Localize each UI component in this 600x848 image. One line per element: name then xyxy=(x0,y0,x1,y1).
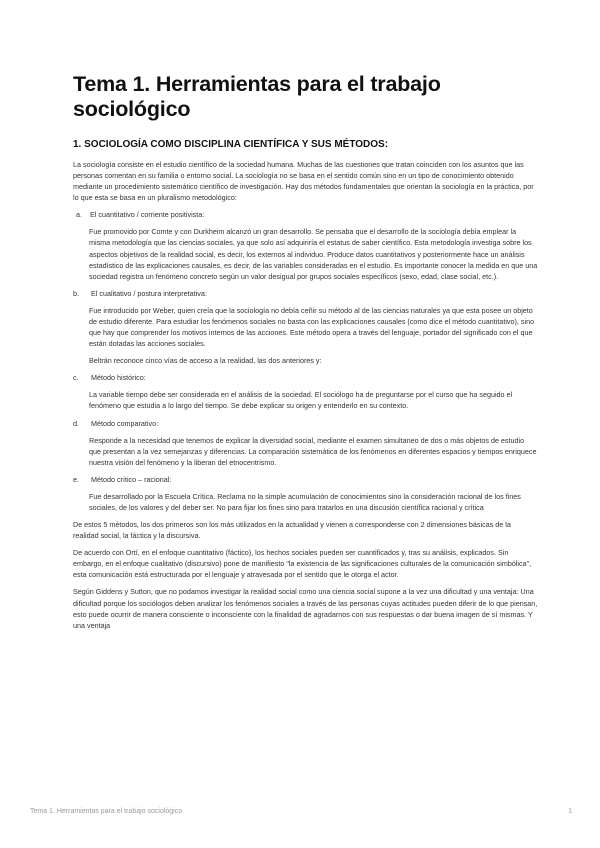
list-marker: d. xyxy=(73,418,79,428)
list-item-text: Responde a la necesidad que tenemos de explicar la diversidad social, mediante el examen simultaneo de dos o más objetos de estudio que presentan a la vez semejanzas y diferencias. La comparación sistemática de los fenómenos en diferentes espacios y tiempos enriquece nuestra visión del fenómeno y la liberan del etnocentrismo. xyxy=(89,435,537,467)
body-paragraph: De acuerdo con Ortí, en el enfoque cuantitativo (fáctico), los hechos sociales pueden ser cuantificados y, tras su análisis, explicados. Sin embargo, en el enfoque cualitativo (discursivo) pone de manifiesto "la existencia de las significaciones culturales de la comunicación simbólica", esta comunicación está estructurada por el lenguaje y atravesada por el sentido que le otorga el actor. xyxy=(73,548,532,580)
list-item-text: Fue promovido por Comte y con Durkheim alcanzó un gran desarrollo. Se pensaba que el desarrollo de la sociología debía emplear la misma metodología que las ciencias sociales, ya que solo así adquiriría el estatus de saber científico. Esta metodología investiga sobre los aspectos objetivos de la realidad social, es decir, los externos al individuo. Produce datos cuantitativos y posteriormente hace un análisis estadístico de las explicaciones causales, es decir, de las variables consideradas en el estudio. Es importante conocer la medida en que una sociedad registra un fenómeno concreto según un valor desigual por grupos sociales específicos (sexo, edad, clase social, etc.). xyxy=(89,227,538,281)
beltran-paragraph: Beltrán reconoce cinco vías de acceso a la realidad, las dos anteriores y: xyxy=(89,356,322,366)
body-paragraph: De estos 5 métodos, los dos primeros son los más utilizados en la actualidad y vienen a corresponderse con 2 dimensiones básicas de la realidad social, la fáctica y la discursiva. xyxy=(73,519,511,541)
list-item-label: Método comparativo: xyxy=(91,418,159,428)
list-item xyxy=(73,209,538,220)
page-title: Tema 1. Herramientas para el trabajo sociológico xyxy=(73,72,441,121)
list-item xyxy=(73,288,538,299)
section-heading: 1. SOCIOLOGÍA COMO DISCIPLINA CIENTÍFICA Y SUS MÉTODOS: xyxy=(73,139,389,150)
list-item xyxy=(73,418,538,429)
list-item-label: Método crítico – racional: xyxy=(91,474,172,484)
intro-paragraph: La sociología consiste en el estudio científico de la sociedad humana. Muchas de las cuestiones que tratan coinciden con los asuntos que las personas comentan en su familia o entorno social. La sociología no se basa en el sentido común sino en un tipo de conocimiento obtenido mediante un procedimiento sistemático científico de investigación. Hay dos métodos fundamentales que orientan la sociología en la práctica, por lo que esta se basa en un pluralismo metodológico: xyxy=(73,160,534,203)
list-item-label: El cuantitativo / corriente positivista: xyxy=(90,210,205,220)
list-item xyxy=(73,372,538,383)
list-item-text: La variable tiempo debe ser considerada en el análisis de la sociedad. El sociólogo ha de preguntarse por el curso que ha seguido el fenómeno que estudia a lo largo del tiempo. Se debe explicar su origen y entenderlo en su contexto. xyxy=(89,390,513,411)
list-item-text: Fue desarrollado por la Escuela Crítica. Reclama no la simple acumulación de conocimientos sino la consideración racional de los fines sociales, de los valores y del deber ser. No para fijar los fines sino para tratarlos en una discusión científica racional y crítica xyxy=(89,491,521,512)
list-marker: b. xyxy=(73,288,79,298)
document-body xyxy=(73,138,538,637)
list-marker: e. xyxy=(73,474,79,484)
list-marker: c. xyxy=(73,373,79,383)
list-item-label: El cualitativo / postura interpretativa: xyxy=(91,288,207,298)
page-footer xyxy=(30,808,572,815)
list-item-text: Fue introducido por Weber, quien creía que la sociología no debía ceñir su método al de las ciencias naturales ya que esta posee un objeto de estudio diferente. Para estudiar los fenómenos sociales no basta con las explicaciones causales (como dice el método cuantitativo), sino que hay que comprender los motivos internos de las acciones. Este método opera a través del lenguaje, portador del significado con el que están dotadas las acciones sociales. xyxy=(89,305,535,349)
list-item-label: Método histórico: xyxy=(91,373,146,383)
list-marker: a. xyxy=(76,210,82,220)
list-item xyxy=(73,474,538,485)
page-number: 1 xyxy=(568,808,572,815)
footer-title: Tema 1. Herramientas para el trabajo sociológico xyxy=(30,808,183,815)
body-paragraph: Según Giddens y Sutton, que no podamos investigar la realidad social como una ciencia social supone a la vez una dificultad y una ventaja: Una dificultad porque los sociólogos deben analizar los fenómenos sociales a través de las personas cuyas actitudes pueden diferir de lo que piensan, esto puede ocurrir de manera consciente o inconsciente con la finalidad de agradarnos con sus respuestas o dar buena imagen de sí mismas. Y una ventaja xyxy=(73,587,538,630)
